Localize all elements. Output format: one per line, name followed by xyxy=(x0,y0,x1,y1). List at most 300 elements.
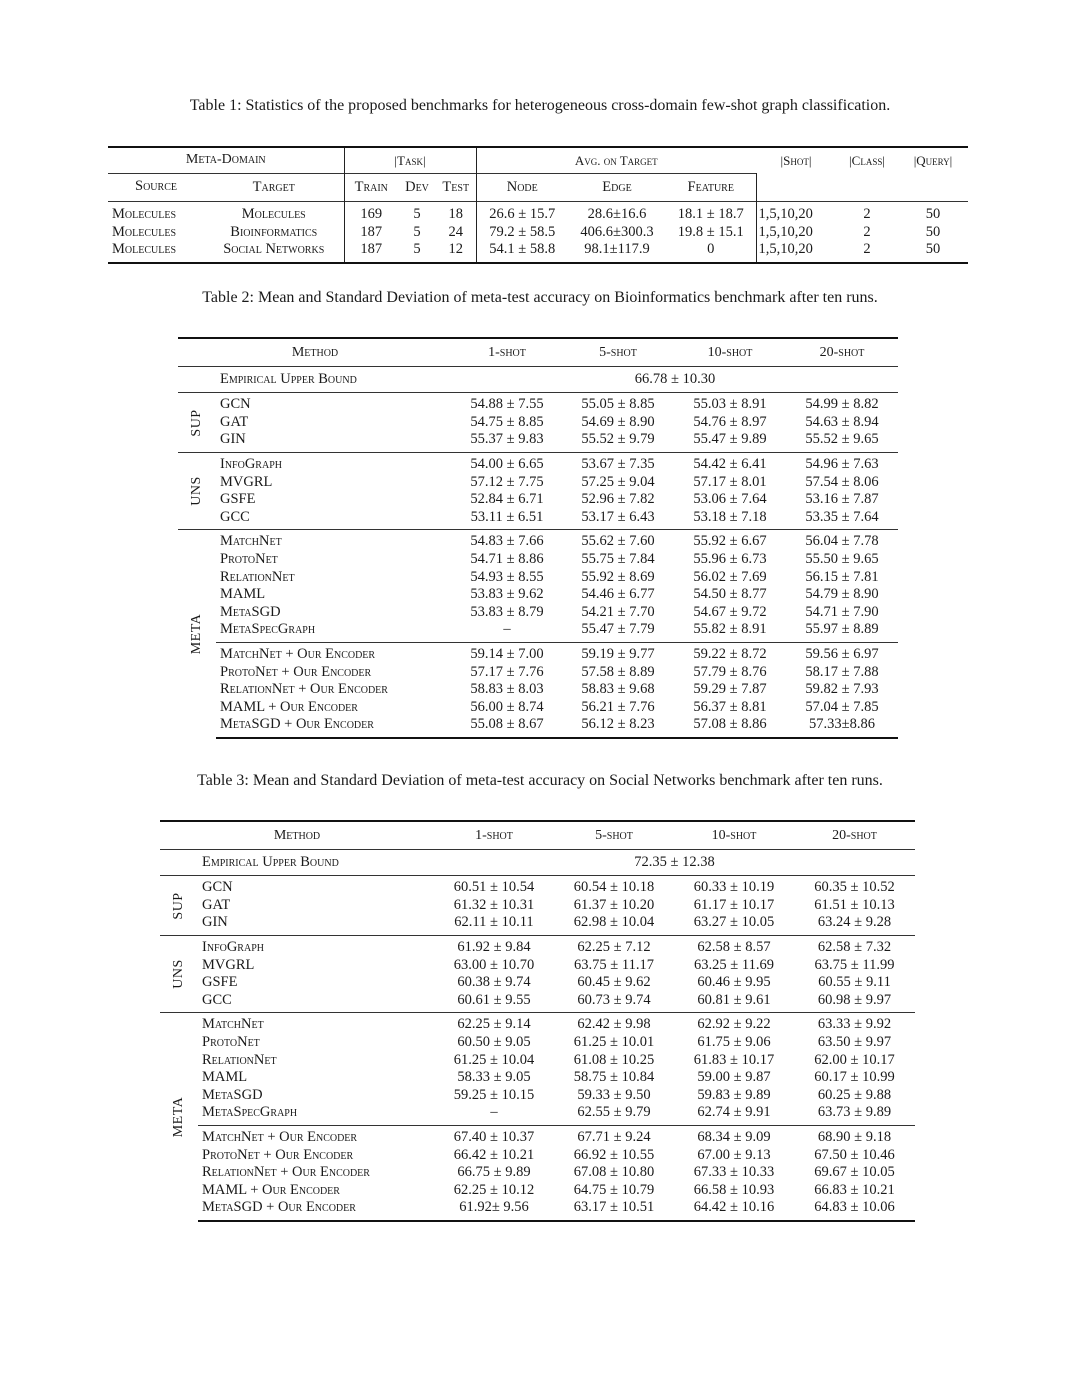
result-cell: 59.82 ± 7.93 xyxy=(805,681,879,698)
result-cell: 58.83 ± 9.68 xyxy=(581,681,655,698)
result-cell: 54.69 ± 8.90 xyxy=(581,413,655,430)
method-name: MetaSpecGraph xyxy=(202,1104,298,1121)
shot-column-header: 1-shot xyxy=(452,338,562,366)
method-name: MatchNet xyxy=(198,1013,434,1034)
table1-cell-class: 2 xyxy=(836,202,898,224)
result-cell: 61.17 ± 10.17 xyxy=(693,896,775,913)
group-label: META xyxy=(189,613,205,655)
result-cell: 59.14 ± 7.00 xyxy=(452,642,562,663)
shot-column-header: 10-shot xyxy=(674,821,794,849)
table-row xyxy=(160,1034,915,1052)
table1-cell-target: Social Networks xyxy=(204,241,344,263)
method-name: GCN xyxy=(216,393,452,414)
node-header: Node xyxy=(476,173,568,202)
result-cell: 53.16 ± 7.87 xyxy=(805,491,879,508)
shot-column-header: 10-shot xyxy=(674,338,786,366)
table1-cell-shot: 1,5,10,20 xyxy=(756,241,836,263)
method-name: MatchNet + Our Encoder xyxy=(216,642,452,663)
result-cell: 67.40 ± 10.37 xyxy=(434,1125,554,1146)
result-cell: 54.96 ± 7.63 xyxy=(786,452,898,473)
result-cell: 57.17 ± 8.01 xyxy=(693,473,767,490)
result-cell: 55.37 ± 9.83 xyxy=(470,431,544,448)
result-cell: 60.73 ± 9.74 xyxy=(577,991,651,1008)
table-row xyxy=(160,1069,915,1087)
result-cell: 61.25 ± 10.04 xyxy=(453,1051,535,1068)
result-cell: 60.25 ± 9.88 xyxy=(817,1086,892,1103)
method-name: MAML xyxy=(220,586,266,603)
table3-header-row xyxy=(160,821,915,849)
table1-cell-target: Bioinformatics xyxy=(204,224,344,242)
table1-cell-train: 187 xyxy=(360,223,383,240)
result-cell: 60.35 ± 10.52 xyxy=(794,876,915,897)
result-cell: 59.56 ± 6.97 xyxy=(786,642,898,663)
result-cell: 53.67 ± 7.35 xyxy=(562,452,674,473)
method-name: ProtoNet xyxy=(220,550,278,567)
result-cell: 60.55 ± 9.11 xyxy=(818,974,891,991)
result-cell: 61.75 ± 9.06 xyxy=(697,1033,771,1050)
result-cell: 55.75 ± 7.84 xyxy=(581,550,655,567)
result-cell: 53.35 ± 7.64 xyxy=(805,508,879,525)
result-cell: 67.08 ± 10.80 xyxy=(573,1164,655,1181)
result-cell: 59.33 ± 9.50 xyxy=(577,1086,651,1103)
result-cell: 68.34 ± 9.09 xyxy=(674,1125,794,1146)
table-row xyxy=(178,431,898,452)
result-cell: 63.33 ± 9.92 xyxy=(794,1013,915,1034)
table1-cell-edge: 98.1±117.9 xyxy=(568,241,666,263)
table1-cell-dev: 5 xyxy=(413,223,421,240)
result-cell: 60.33 ± 10.19 xyxy=(674,876,794,897)
result-cell: 55.92 ± 6.67 xyxy=(674,530,786,551)
table-row xyxy=(160,1199,915,1221)
upper-bound-row xyxy=(178,366,898,393)
upper-bound-value: 72.35 ± 12.38 xyxy=(434,849,915,876)
result-cell: 57.58 ± 8.89 xyxy=(581,663,655,680)
class-header: |Class| xyxy=(836,147,898,173)
result-cell: 54.21 ± 7.70 xyxy=(581,603,655,620)
shot-header: |Shot| xyxy=(756,147,836,173)
table-row xyxy=(178,414,898,432)
table1-cell-test: 24 xyxy=(436,224,476,242)
result-cell: 66.92 ± 10.55 xyxy=(573,1146,655,1163)
train-header: Train xyxy=(344,173,398,202)
result-cell: 54.42 ± 6.41 xyxy=(674,452,786,473)
table2-caption: Table 2: Mean and Standard Deviation of meta-test accuracy on Bioinformatics benchmark after ten runs. xyxy=(202,289,878,306)
result-cell: 55.96 ± 6.73 xyxy=(693,550,767,567)
result-cell: 55.62 ± 7.60 xyxy=(562,530,674,551)
result-cell: 66.42 ± 10.21 xyxy=(453,1146,535,1163)
table-row xyxy=(178,664,898,682)
table-row xyxy=(160,1182,915,1200)
table3 xyxy=(160,820,915,1222)
result-cell: 62.25 ± 9.14 xyxy=(434,1013,554,1034)
result-cell: 63.27 ± 10.05 xyxy=(693,914,775,931)
result-cell: 63.75 ± 11.17 xyxy=(574,956,654,973)
method-name: ProtoNet + Our Encoder xyxy=(220,663,372,680)
result-cell: 59.00 ± 9.87 xyxy=(697,1069,771,1086)
table1 xyxy=(108,146,968,264)
table3-caption: Table 3: Mean and Standard Deviation of meta-test accuracy on Social Networks benchmark after ten runs. xyxy=(197,772,883,789)
table1-cell-source: Molecules xyxy=(108,202,204,224)
result-cell: 64.83 ± 10.06 xyxy=(794,1199,915,1221)
method-name: MVGRL xyxy=(220,473,273,490)
table-row xyxy=(160,935,915,956)
table1-cell-source: Molecules xyxy=(108,241,204,263)
table-row xyxy=(160,1147,915,1165)
table-row xyxy=(178,569,898,587)
result-cell: 57.17 ± 7.76 xyxy=(470,663,544,680)
result-cell: 58.33 ± 9.05 xyxy=(457,1069,531,1086)
table1-cell-edge: 406.6±300.3 xyxy=(580,223,654,240)
result-cell: 64.75 ± 10.79 xyxy=(573,1181,655,1198)
result-cell: 54.67 ± 9.72 xyxy=(693,603,767,620)
result-cell: 57.08 ± 8.86 xyxy=(674,716,786,738)
table1-cell-node: 54.1 ± 58.8 xyxy=(476,241,568,263)
result-cell: 61.32 ± 10.31 xyxy=(453,896,535,913)
result-cell: 59.22 ± 8.72 xyxy=(674,642,786,663)
table1-row xyxy=(108,202,968,224)
result-cell: 63.25 ± 11.69 xyxy=(694,956,774,973)
result-cell: 61.92± 9.56 xyxy=(434,1199,554,1221)
result-cell: 56.12 ± 8.23 xyxy=(562,716,674,738)
group-label: UNS xyxy=(189,476,205,506)
shot-column-header: 5-shot xyxy=(562,338,674,366)
table-row xyxy=(160,897,915,915)
upper-bound-label: Empirical Upper Bound xyxy=(216,366,452,393)
result-cell: 59.29 ± 7.87 xyxy=(693,681,767,698)
result-cell: 54.76 ± 8.97 xyxy=(693,413,767,430)
group-label: META xyxy=(171,1096,187,1138)
result-cell: 56.00 ± 8.74 xyxy=(470,698,544,715)
method-name: MetaSGD + Our Encoder xyxy=(216,716,452,738)
method-name: GCN xyxy=(198,876,434,897)
result-cell: 55.08 ± 8.67 xyxy=(452,716,562,738)
result-cell: 54.93 ± 8.55 xyxy=(470,568,544,585)
shot-column-header: 1-shot xyxy=(434,821,554,849)
method-name: GSFE xyxy=(202,974,238,991)
result-cell: 63.75 ± 11.99 xyxy=(814,956,895,973)
result-cell: 67.50 ± 10.46 xyxy=(814,1146,895,1163)
result-cell: 57.12 ± 7.75 xyxy=(470,473,544,490)
result-cell: 54.71 ± 7.90 xyxy=(805,603,879,620)
table-row xyxy=(178,586,898,604)
result-cell: 55.05 ± 8.85 xyxy=(562,393,674,414)
table1-cell-class: 2 xyxy=(863,223,871,240)
table1-cell-train: 169 xyxy=(344,202,398,224)
result-cell: 62.25 ± 7.12 xyxy=(554,935,674,956)
method-name: MAML + Our Encoder xyxy=(202,1181,340,1198)
feature-header: Feature xyxy=(666,173,756,202)
table-row xyxy=(160,1104,915,1125)
method-name: RelationNet xyxy=(220,568,295,585)
result-cell: 61.25 ± 10.01 xyxy=(573,1033,655,1050)
result-cell: 59.83 ± 9.89 xyxy=(697,1086,771,1103)
result-cell: 52.96 ± 7.82 xyxy=(581,491,655,508)
table1-cell-query: 50 xyxy=(925,223,941,240)
table-row xyxy=(160,1052,915,1070)
method-name: GSFE xyxy=(220,491,256,508)
result-cell: 66.75 ± 9.89 xyxy=(457,1164,531,1181)
result-cell: 53.17 ± 6.43 xyxy=(581,508,655,525)
table1-cell-feature: 18.1 ± 18.7 xyxy=(666,202,756,224)
method-name: MatchNet + Our Encoder xyxy=(198,1125,434,1146)
result-cell: 57.33±8.86 xyxy=(786,716,898,738)
table-row xyxy=(160,957,915,975)
result-cell: 54.00 ± 6.65 xyxy=(452,452,562,473)
table1-cell-feature: 0 xyxy=(666,241,756,263)
result-cell: 62.92 ± 9.22 xyxy=(674,1013,794,1034)
table1-cell-dev: 5 xyxy=(398,241,436,263)
result-cell: 60.46 ± 9.95 xyxy=(697,974,771,991)
result-cell: 57.04 ± 7.85 xyxy=(805,698,879,715)
result-cell: 62.00 ± 10.17 xyxy=(814,1051,895,1068)
result-cell: 62.58 ± 8.57 xyxy=(674,935,794,956)
table1-cell-node: 79.2 ± 58.5 xyxy=(489,223,556,240)
result-cell: 68.90 ± 9.18 xyxy=(794,1125,915,1146)
shot-column-header: 20-shot xyxy=(786,338,898,366)
table1-cell-shot: 1,5,10,20 xyxy=(758,223,813,240)
result-cell: 61.83 ± 10.17 xyxy=(693,1051,775,1068)
table-row xyxy=(178,452,898,473)
table1-cell-feature: 19.8 ± 15.1 xyxy=(666,224,756,242)
result-cell: 61.51 ± 10.13 xyxy=(814,896,895,913)
result-cell: 57.54 ± 8.06 xyxy=(805,473,879,490)
result-cell: 66.58 ± 10.93 xyxy=(693,1181,775,1198)
result-cell: 60.17 ± 10.99 xyxy=(814,1069,895,1086)
table-row xyxy=(178,642,898,663)
result-cell: 60.51 ± 10.54 xyxy=(434,876,554,897)
method-name: MatchNet xyxy=(216,530,452,551)
result-cell: 55.92 ± 8.69 xyxy=(581,568,655,585)
table1-cell-train: 187 xyxy=(344,241,398,263)
result-cell: 56.21 ± 7.76 xyxy=(581,698,655,715)
table-row xyxy=(178,491,898,509)
result-cell: 63.24 ± 9.28 xyxy=(817,914,892,931)
result-cell: 54.46 ± 6.77 xyxy=(581,586,655,603)
result-cell: 63.50 ± 9.97 xyxy=(817,1033,892,1050)
result-cell: 67.71 ± 9.24 xyxy=(554,1125,674,1146)
table-row xyxy=(178,509,898,530)
result-cell: 62.55 ± 9.79 xyxy=(577,1104,651,1121)
method-name: ProtoNet + Our Encoder xyxy=(202,1146,354,1163)
result-cell: 63.17 ± 10.51 xyxy=(554,1199,674,1221)
group-label-cell xyxy=(160,935,198,1012)
table1-row xyxy=(108,241,968,263)
method-name: MetaSpecGraph xyxy=(220,621,316,638)
group-label-cell xyxy=(178,452,216,529)
result-cell: 55.82 ± 8.91 xyxy=(693,621,767,638)
table-row xyxy=(178,716,898,738)
source-header: Source xyxy=(108,173,204,202)
table1-cell-test: 12 xyxy=(436,241,476,263)
result-cell: 60.45 ± 9.62 xyxy=(577,974,651,991)
method-name: GCC xyxy=(220,508,250,525)
result-cell: 53.11 ± 6.51 xyxy=(470,508,544,525)
result-cell: 53.18 ± 7.18 xyxy=(693,508,767,525)
table2 xyxy=(178,337,898,739)
task-header: |Task| xyxy=(344,147,476,173)
result-cell: 56.15 ± 7.81 xyxy=(805,568,879,585)
result-cell: 58.83 ± 8.03 xyxy=(470,681,544,698)
table-row xyxy=(160,974,915,992)
result-cell: 61.92 ± 9.84 xyxy=(434,935,554,956)
shot-column-header: 5-shot xyxy=(554,821,674,849)
table-row xyxy=(178,699,898,717)
result-cell: 60.38 ± 9.74 xyxy=(457,974,531,991)
group-label: SUP xyxy=(189,408,205,437)
table1-cell-edge: 28.6±16.6 xyxy=(568,202,666,224)
result-cell: 59.19 ± 9.77 xyxy=(562,642,674,663)
method-name: GIN xyxy=(220,431,246,448)
result-cell: 63.73 ± 9.89 xyxy=(817,1104,892,1121)
method-name: GCC xyxy=(202,991,232,1008)
result-cell: 53.06 ± 7.64 xyxy=(693,491,767,508)
method-name: MAML xyxy=(202,1069,248,1086)
result-cell: 60.61 ± 9.55 xyxy=(457,991,531,1008)
result-cell: 61.08 ± 10.25 xyxy=(573,1051,655,1068)
result-cell: 54.79 ± 8.90 xyxy=(805,586,879,603)
result-cell: 54.99 ± 8.82 xyxy=(786,393,898,414)
table1-cell-source: Molecules xyxy=(112,223,177,240)
group-label-cell xyxy=(160,876,198,936)
result-cell: 55.52 ± 9.65 xyxy=(805,431,879,448)
result-cell: 54.75 ± 8.85 xyxy=(470,413,544,430)
method-header: Method xyxy=(178,338,452,366)
table-row xyxy=(160,1164,915,1182)
dev-header: Dev xyxy=(398,173,436,202)
result-cell: 63.00 ± 10.70 xyxy=(453,956,535,973)
result-cell: 60.81 ± 9.61 xyxy=(697,991,771,1008)
result-cell: 58.17 ± 7.88 xyxy=(805,663,879,680)
table-row xyxy=(178,604,898,622)
group-label-cell xyxy=(178,530,216,738)
result-cell: 55.52 ± 9.79 xyxy=(581,431,655,448)
method-name: MVGRL xyxy=(202,956,255,973)
result-cell: 57.79 ± 8.76 xyxy=(693,663,767,680)
result-cell: 60.50 ± 9.05 xyxy=(457,1033,531,1050)
table-row xyxy=(178,681,898,699)
result-cell: 54.88 ± 7.55 xyxy=(452,393,562,414)
test-header: Test xyxy=(436,173,476,202)
method-name: MetaSGD xyxy=(220,603,281,620)
table1-cell-dev: 5 xyxy=(398,202,436,224)
result-cell: 57.25 ± 9.04 xyxy=(581,473,655,490)
table-row xyxy=(178,530,898,551)
result-cell: 62.98 ± 10.04 xyxy=(573,914,655,931)
result-cell: 56.04 ± 7.78 xyxy=(786,530,898,551)
query-header: |Query| xyxy=(898,147,968,173)
target-header: Target xyxy=(204,173,344,202)
table1-cell-shot: 1,5,10,20 xyxy=(756,202,836,224)
result-cell: 55.47 ± 7.79 xyxy=(581,621,655,638)
result-cell: 56.37 ± 8.81 xyxy=(693,698,767,715)
result-cell: 53.83 ± 9.62 xyxy=(470,586,544,603)
result-cell: 62.74 ± 9.91 xyxy=(697,1104,771,1121)
result-cell: 54.50 ± 8.77 xyxy=(693,586,767,603)
result-cell: 62.42 ± 9.98 xyxy=(554,1013,674,1034)
group-label-cell xyxy=(160,1013,198,1221)
table-row xyxy=(160,1087,915,1105)
table1-caption: Table 1: Statistics of the proposed benchmarks for heterogeneous cross-domain few-shot graph classification. xyxy=(189,97,891,114)
method-name: RelationNet + Our Encoder xyxy=(202,1164,370,1181)
group-label: SUP xyxy=(171,891,187,920)
result-cell: 58.75 ± 10.84 xyxy=(573,1069,655,1086)
method-header: Method xyxy=(160,821,434,849)
table-row xyxy=(160,992,915,1013)
result-cell: 52.84 ± 6.71 xyxy=(470,491,544,508)
result-cell: 62.25 ± 10.12 xyxy=(453,1181,535,1198)
result-cell: 54.71 ± 8.86 xyxy=(470,550,544,567)
method-name: MetaSGD + Our Encoder xyxy=(198,1199,434,1221)
table-row xyxy=(160,1125,915,1146)
method-name: GAT xyxy=(202,896,231,913)
method-name: InfoGraph xyxy=(216,452,452,473)
table-row xyxy=(178,551,898,569)
meta-domain-header: Meta-Domain xyxy=(108,147,344,173)
result-cell: 55.47 ± 9.89 xyxy=(693,431,767,448)
table-row xyxy=(160,914,915,935)
table1-cell-target: Molecules xyxy=(204,202,344,224)
shot-column-header: 20-shot xyxy=(794,821,915,849)
table1-cell-query: 50 xyxy=(898,202,968,224)
table1-row xyxy=(108,224,968,242)
result-cell: 62.11 ± 10.11 xyxy=(454,914,534,931)
result-cell: 69.67 ± 10.05 xyxy=(814,1164,895,1181)
avg-on-target-header: Avg. on Target xyxy=(476,147,756,173)
group-label-cell xyxy=(178,393,216,453)
table-row xyxy=(160,876,915,897)
table2-header-row xyxy=(178,338,898,366)
result-cell: 60.54 ± 10.18 xyxy=(554,876,674,897)
result-cell: 54.83 ± 7.66 xyxy=(452,530,562,551)
result-cell: 56.02 ± 7.69 xyxy=(693,568,767,585)
result-cell: 54.63 ± 8.94 xyxy=(805,413,879,430)
result-cell: 61.37 ± 10.20 xyxy=(573,896,655,913)
table1-cell-class: 2 xyxy=(836,241,898,263)
table-row xyxy=(178,621,898,642)
method-name: RelationNet + Our Encoder xyxy=(220,681,388,698)
upper-bound-row xyxy=(160,849,915,876)
method-name: GAT xyxy=(220,413,249,430)
table1-cell-query: 50 xyxy=(898,241,968,263)
result-cell: 62.58 ± 7.32 xyxy=(794,935,915,956)
result-cell: 55.03 ± 8.91 xyxy=(674,393,786,414)
result-cell: 53.83 ± 8.79 xyxy=(470,603,544,620)
result-cell: 55.97 ± 8.89 xyxy=(805,621,879,638)
method-name: MAML + Our Encoder xyxy=(220,698,358,715)
method-name: RelationNet xyxy=(202,1051,277,1068)
edge-header: Edge xyxy=(568,173,666,202)
group-label: UNS xyxy=(171,959,187,989)
result-cell: 66.83 ± 10.21 xyxy=(814,1181,895,1198)
table1-cell-test: 18 xyxy=(436,202,476,224)
table-row xyxy=(160,1013,915,1034)
method-name: GIN xyxy=(202,914,228,931)
result-cell: 67.33 ± 10.33 xyxy=(693,1164,775,1181)
upper-bound-label: Empirical Upper Bound xyxy=(198,849,434,876)
table1-cell-node: 26.6 ± 15.7 xyxy=(476,202,568,224)
result-cell: 55.50 ± 9.65 xyxy=(805,550,879,567)
result-cell: 60.98 ± 9.97 xyxy=(817,991,892,1008)
method-name: InfoGraph xyxy=(198,935,434,956)
result-cell: – xyxy=(490,1104,498,1121)
upper-bound-value: 66.78 ± 10.30 xyxy=(452,366,898,393)
result-cell: – xyxy=(503,621,511,638)
result-cell: 67.00 ± 9.13 xyxy=(697,1146,771,1163)
method-name: ProtoNet xyxy=(202,1033,260,1050)
result-cell: 59.25 ± 10.15 xyxy=(453,1086,535,1103)
method-name: MetaSGD xyxy=(202,1086,263,1103)
result-cell: 64.42 ± 10.16 xyxy=(674,1199,794,1221)
